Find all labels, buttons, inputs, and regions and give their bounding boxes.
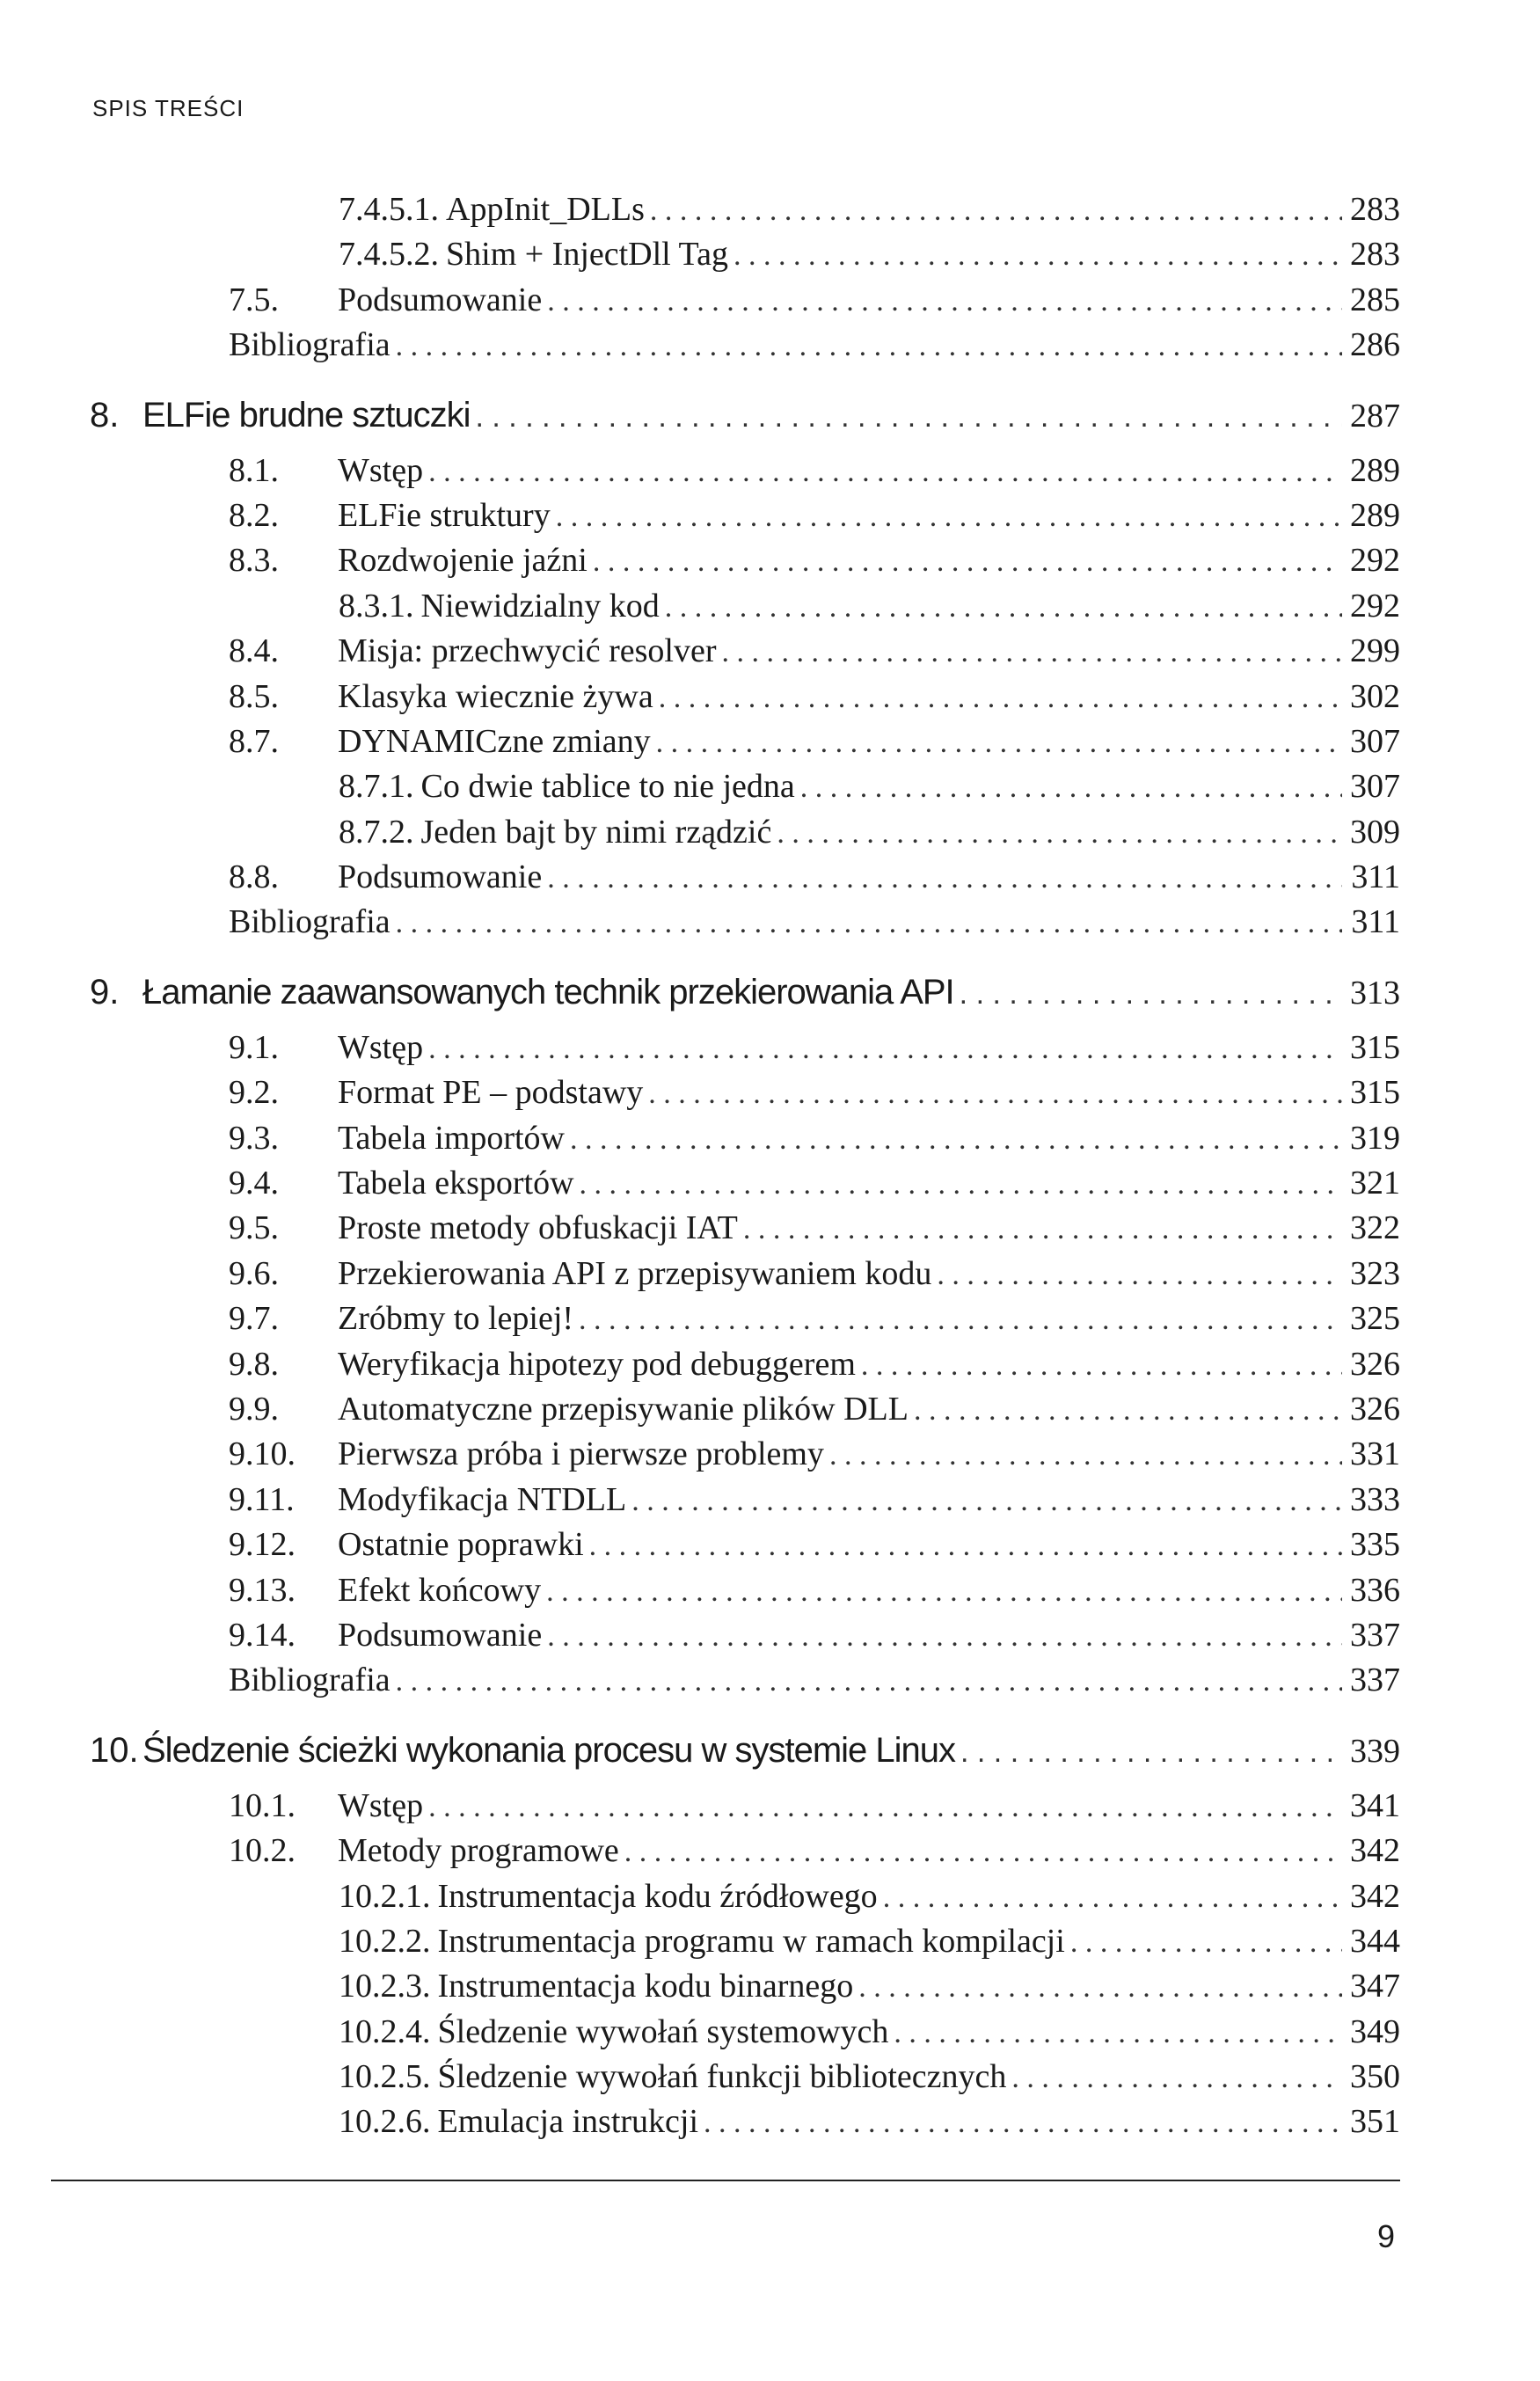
- toc-entry[interactable]: [132, 1525, 1400, 1570]
- toc-entry-title: Tabela importów: [338, 1119, 565, 1157]
- toc-entry-page: 326: [1350, 1390, 1400, 1428]
- dot-leader: [593, 545, 1342, 579]
- toc-entry-title: Instrumentacja programu w ramach kompilacji: [437, 1922, 1065, 1960]
- dot-leader: [547, 1620, 1342, 1654]
- toc-entry-page: 325: [1350, 1300, 1400, 1338]
- toc-entry-number: 10.2.4.: [339, 2012, 431, 2050]
- dot-leader: [428, 456, 1342, 489]
- toc-entry-page: 337: [1350, 1662, 1400, 1699]
- toc-entry-number: 8.2.: [229, 496, 279, 534]
- toc-entry-title: Emulacja instrukcji: [437, 2103, 699, 2141]
- toc-entry-number: 9.1.: [229, 1028, 279, 1066]
- toc-entry[interactable]: [132, 2012, 1400, 2057]
- toc-entry-title: Bibliografia: [229, 903, 390, 941]
- toc-entry-page: 319: [1350, 1119, 1400, 1157]
- toc-entry[interactable]: [132, 1209, 1400, 1253]
- toc-entry-title: Śledzenie wywołań systemowych: [437, 2012, 889, 2050]
- dot-leader: [650, 194, 1342, 228]
- toc-entry-title: Podsumowanie: [338, 858, 543, 896]
- toc-entry-number: 10.2.2.: [339, 1922, 431, 1960]
- toc-entry-title: Weryfikacja hipotezy pod debuggerem: [338, 1345, 856, 1383]
- toc-entry-number: 10.2.: [229, 1832, 296, 1870]
- toc-entry[interactable]: [132, 325, 1400, 370]
- table-of-contents: [90, 190, 1400, 2148]
- toc-entry-title: Co dwie tablice to nie jedna: [420, 768, 795, 806]
- toc-entry-page: 342: [1350, 1832, 1400, 1870]
- toc-entry[interactable]: [132, 1661, 1400, 1705]
- toc-entry-page: 299: [1350, 632, 1400, 670]
- toc-entry[interactable]: [132, 1028, 1400, 1073]
- dot-leader: [734, 239, 1342, 273]
- running-header: SPIS TREŚCI: [92, 95, 245, 121]
- toc-entry-number: 9.5.: [229, 1209, 279, 1247]
- toc-entry-page: 292: [1350, 587, 1400, 624]
- toc-entry-title: Tabela eksportów: [338, 1165, 574, 1202]
- toc-entry-page: 331: [1350, 1435, 1400, 1473]
- toc-entry[interactable]: [132, 1616, 1400, 1661]
- toc-entry-page: 309: [1350, 813, 1400, 851]
- toc-entry-page: 311: [1351, 858, 1400, 896]
- dot-leader: [861, 1349, 1342, 1383]
- dot-leader: [556, 500, 1342, 534]
- toc-entry[interactable]: [132, 2057, 1400, 2102]
- toc-entry-number: 10.: [90, 1730, 139, 1770]
- toc-entry[interactable]: [132, 767, 1400, 812]
- page-number: 9: [1377, 2218, 1396, 2254]
- dot-leader: [704, 2107, 1342, 2140]
- toc-entry-title: Śledzenie wywołań funkcji bibliotecznych: [437, 2058, 1007, 2096]
- toc-entry[interactable]: [132, 1967, 1400, 2012]
- toc-entry-page: 283: [1350, 191, 1400, 228]
- toc-entry-title: Podsumowanie: [338, 1616, 543, 1654]
- dot-leader: [547, 285, 1342, 318]
- toc-entry-title: Wstęp: [338, 1028, 424, 1066]
- toc-entry-page: 333: [1350, 1480, 1400, 1518]
- dot-leader: [631, 1485, 1342, 1518]
- toc-entry-title: Modyfikacja NTDLL: [338, 1480, 627, 1518]
- toc-entry-title: Bibliografia: [229, 1662, 390, 1699]
- toc-entry-number: 8.1.: [229, 451, 279, 489]
- toc-entry-page: 289: [1350, 496, 1400, 534]
- toc-entry-number: 7.5.: [229, 281, 279, 318]
- toc-entry[interactable]: [132, 451, 1400, 496]
- toc-entry-page: 315: [1350, 1074, 1400, 1112]
- toc-entry[interactable]: [132, 1390, 1400, 1435]
- dot-leader: [743, 1213, 1342, 1246]
- toc-entry-title: Niewidzialny kod: [420, 587, 660, 624]
- toc-entry-title: Rozdwojenie jaźni: [338, 542, 588, 580]
- toc-chapter-entry[interactable]: [90, 395, 1400, 451]
- toc-entry-page: 341: [1350, 1786, 1400, 1824]
- toc-entry-page: 307: [1350, 722, 1400, 760]
- toc-entry-title: Proste metody obfuskacji IAT: [338, 1209, 738, 1247]
- dot-leader: [858, 1971, 1342, 2005]
- dot-leader: [777, 817, 1342, 851]
- toc-entry-title: Efekt końcowy: [338, 1571, 542, 1609]
- toc-entry[interactable]: [132, 190, 1400, 235]
- toc-entry[interactable]: [132, 1254, 1400, 1299]
- toc-entry-number: 9.9.: [229, 1390, 279, 1428]
- toc-entry-page: 342: [1350, 1877, 1400, 1915]
- toc-entry[interactable]: [132, 632, 1400, 676]
- toc-entry-title: Ostatnie poprawki: [338, 1526, 584, 1564]
- toc-entry-number: 9.10.: [229, 1435, 296, 1473]
- dot-leader: [428, 1033, 1342, 1066]
- toc-entry-number: 9.12.: [229, 1526, 296, 1564]
- dot-leader: [428, 1791, 1342, 1824]
- toc-entry[interactable]: [132, 813, 1400, 858]
- toc-entry-page: 322: [1350, 1209, 1400, 1247]
- toc-entry-page: 335: [1350, 1526, 1400, 1564]
- dot-leader: [547, 862, 1342, 895]
- toc-entry-title: DYNAMICzne zmiany: [338, 722, 651, 760]
- toc-entry[interactable]: [132, 722, 1400, 767]
- toc-entry[interactable]: [132, 1073, 1400, 1118]
- toc-entry-title: ELFie brudne sztuczki: [142, 395, 471, 435]
- toc-entry-page: 315: [1350, 1028, 1400, 1066]
- toc-entry-title: Jeden bajt by nimi rządzić: [420, 813, 772, 851]
- toc-entry-title: Zróbmy to lepiej!: [338, 1300, 574, 1338]
- dot-leader: [396, 907, 1342, 940]
- toc-entry-title: Format PE – podstawy: [338, 1074, 644, 1112]
- toc-entry-title: ELFie struktury: [338, 496, 551, 534]
- toc-entry-number: 8.8.: [229, 858, 279, 896]
- dot-leader: [665, 591, 1342, 624]
- dot-leader: [960, 1735, 1342, 1770]
- dot-leader: [648, 1077, 1342, 1111]
- dot-leader: [883, 1881, 1342, 1915]
- toc-entry[interactable]: [132, 2102, 1400, 2147]
- toc-entry-page: 336: [1350, 1571, 1400, 1609]
- toc-entry[interactable]: [132, 587, 1400, 632]
- toc-entry-title: Klasyka wiecznie żywa: [338, 677, 653, 715]
- dot-leader: [960, 977, 1342, 1012]
- toc-entry-title: Bibliografia: [229, 326, 390, 364]
- toc-entry-page: 351: [1350, 2103, 1400, 2141]
- toc-entry[interactable]: [132, 1345, 1400, 1390]
- toc-entry-number: 9.13.: [229, 1571, 296, 1609]
- toc-entry-number: 8.: [90, 395, 120, 435]
- toc-chapter-entry[interactable]: [90, 972, 1400, 1028]
- toc-entry[interactable]: [132, 1299, 1400, 1344]
- toc-entry-title: AppInit_DLLs: [446, 191, 645, 228]
- toc-entry-page: 313: [1350, 974, 1400, 1012]
- toc-entry-page: 287: [1350, 397, 1400, 435]
- toc-entry[interactable]: [132, 677, 1400, 722]
- toc-entry-page: 337: [1350, 1616, 1400, 1654]
- toc-entry-number: 9.4.: [229, 1165, 279, 1202]
- toc-entry-number: 9.6.: [229, 1254, 279, 1292]
- toc-entry-number: 8.5.: [229, 677, 279, 715]
- toc-entry-number: 9.14.: [229, 1616, 296, 1654]
- toc-entry-title: Instrumentacja kodu źródłowego: [437, 1877, 878, 1915]
- toc-entry-number: 8.7.2.: [339, 813, 414, 851]
- dot-leader: [624, 1836, 1342, 1869]
- toc-entry-page: 289: [1350, 451, 1400, 489]
- toc-entry-number: 9.2.: [229, 1074, 279, 1112]
- dot-leader: [1011, 2062, 1342, 2095]
- dot-leader: [656, 727, 1342, 760]
- toc-entry-number: 7.4.5.1.: [339, 191, 439, 228]
- toc-entry[interactable]: [132, 496, 1400, 541]
- toc-entry-number: 9.8.: [229, 1345, 279, 1383]
- footer-rule: [51, 2180, 1400, 2181]
- toc-entry[interactable]: [132, 1786, 1400, 1831]
- toc-entry[interactable]: [132, 1435, 1400, 1479]
- toc-entry-title: Przekierowania API z przepisywaniem kodu: [338, 1254, 932, 1292]
- toc-entry-number: 9.3.: [229, 1119, 279, 1157]
- toc-entry-page: 285: [1350, 281, 1400, 318]
- toc-entry-page: 321: [1350, 1165, 1400, 1202]
- dot-leader: [800, 771, 1342, 805]
- toc-entry[interactable]: [132, 902, 1400, 947]
- toc-entry[interactable]: [132, 858, 1400, 902]
- toc-entry-page: 323: [1350, 1254, 1400, 1292]
- toc-entry-number: 10.1.: [229, 1786, 296, 1824]
- toc-entry-number: 8.7.1.: [339, 768, 414, 806]
- dot-leader: [546, 1575, 1342, 1609]
- toc-entry[interactable]: [132, 1877, 1400, 1922]
- toc-entry-page: 292: [1350, 542, 1400, 580]
- toc-entry-title: Misja: przechwycić resolver: [338, 632, 717, 670]
- toc-entry-number: 10.2.3.: [339, 1968, 431, 2005]
- toc-entry-page: 302: [1350, 677, 1400, 715]
- toc-entry-page: 286: [1350, 326, 1400, 364]
- toc-entry-title: Pierwsza próba i pierwsze problemy: [338, 1435, 824, 1473]
- toc-entry[interactable]: [132, 1571, 1400, 1616]
- dot-leader: [396, 1665, 1342, 1698]
- dot-leader: [914, 1394, 1342, 1428]
- toc-entry-title: Automatyczne przepisywanie plików DLL: [338, 1390, 909, 1428]
- toc-entry-page: 307: [1350, 768, 1400, 806]
- toc-entry[interactable]: [132, 1831, 1400, 1876]
- toc-entry-number: 8.4.: [229, 632, 279, 670]
- toc-entry[interactable]: [132, 235, 1400, 280]
- toc-entry-number: 10.2.5.: [339, 2058, 431, 2096]
- toc-chapter-entry[interactable]: [90, 1730, 1400, 1786]
- toc-entry-title: Instrumentacja kodu binarnego: [437, 1968, 854, 2005]
- toc-entry-number: 10.2.1.: [339, 1877, 431, 1915]
- toc-entry[interactable]: [132, 1480, 1400, 1525]
- toc-entry-title: Podsumowanie: [338, 281, 543, 318]
- dot-leader: [580, 1168, 1342, 1201]
- toc-entry-number: 7.4.5.2.: [339, 236, 439, 274]
- toc-entry-page: 339: [1350, 1732, 1400, 1770]
- dot-leader: [589, 1530, 1342, 1563]
- toc-entry-page: 350: [1350, 2058, 1400, 2096]
- toc-entry[interactable]: [132, 1119, 1400, 1164]
- dot-leader: [476, 400, 1342, 435]
- toc-entry[interactable]: [132, 281, 1400, 325]
- toc-entry-title: Wstęp: [338, 1786, 424, 1824]
- dot-leader: [894, 2017, 1342, 2050]
- toc-entry-page: 326: [1350, 1345, 1400, 1383]
- toc-entry-title: Metody programowe: [338, 1832, 619, 1870]
- toc-entry-page: 311: [1351, 903, 1400, 941]
- dot-leader: [722, 636, 1343, 669]
- toc-entry-number: 8.3.1.: [339, 587, 414, 624]
- dot-leader: [937, 1259, 1342, 1292]
- toc-entry-number: 8.3.: [229, 542, 279, 580]
- toc-entry-number: 9.: [90, 972, 120, 1012]
- toc-entry-title: Shim + InjectDll Tag: [446, 236, 728, 274]
- toc-entry[interactable]: [132, 541, 1400, 586]
- toc-entry-number: 9.7.: [229, 1300, 279, 1338]
- toc-entry[interactable]: [132, 1164, 1400, 1209]
- toc-entry-title: Wstęp: [338, 451, 424, 489]
- dot-leader: [396, 330, 1342, 363]
- toc-entry-title: Śledzenie ścieżki wykonania procesu w systemie Linux: [142, 1730, 956, 1770]
- toc-entry-number: 10.2.6.: [339, 2103, 431, 2141]
- dot-leader: [659, 682, 1342, 715]
- dot-leader: [1070, 1926, 1342, 1960]
- toc-entry-title: Łamanie zaawansowanych technik przekierowania API: [142, 972, 954, 1012]
- dot-leader: [579, 1304, 1342, 1337]
- dot-leader: [829, 1439, 1342, 1472]
- toc-entry[interactable]: [132, 1922, 1400, 1967]
- dot-leader: [570, 1123, 1342, 1157]
- toc-entry-page: 344: [1350, 1922, 1400, 1960]
- toc-entry-number: 8.7.: [229, 722, 279, 760]
- toc-entry-page: 349: [1350, 2012, 1400, 2050]
- toc-entry-page: 347: [1350, 1968, 1400, 2005]
- toc-entry-number: 9.11.: [229, 1480, 295, 1518]
- toc-entry-page: 283: [1350, 236, 1400, 274]
